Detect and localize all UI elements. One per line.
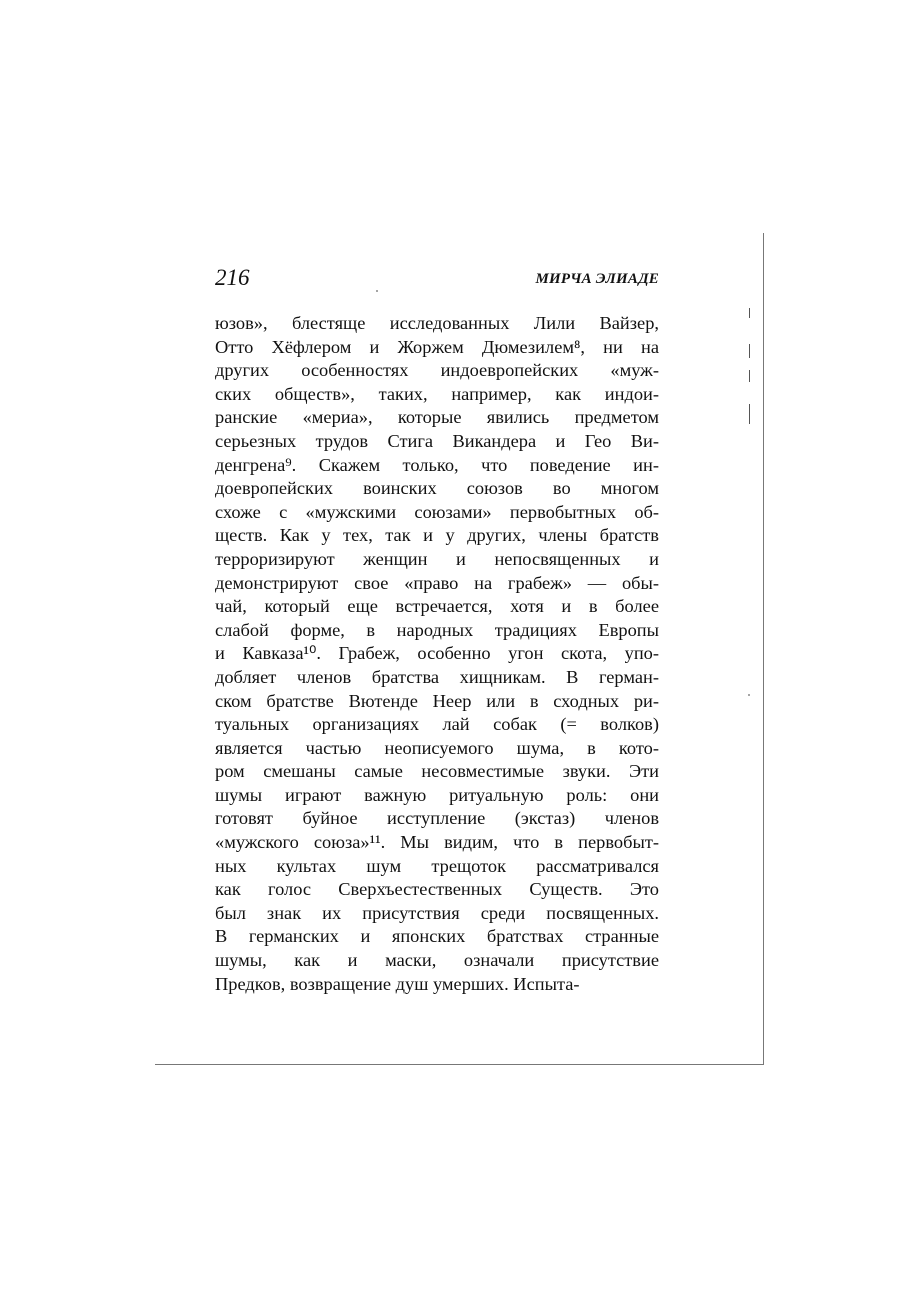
body-text (215, 312, 659, 996)
page-edge-right (763, 233, 764, 1065)
text-line: Отто Хёфлером и Жоржем Дюмезилем⁸, ни на (215, 336, 659, 357)
text-line: В германских и японских братствах странные (215, 926, 659, 947)
text-line: ранские «мериа», которые явились предметом (215, 407, 659, 428)
scan-speck (748, 694, 750, 696)
running-head (215, 265, 659, 291)
margin-mark-segment (749, 404, 750, 424)
margin-mark-segment (749, 344, 750, 358)
text-line: является частью неописуемого шума, в кото- (215, 737, 659, 758)
text-line: чай, который еще встречается, хотя и в более (215, 596, 659, 617)
text-line: шумы играют важную ритуальную роль: они (215, 784, 659, 805)
text-line: юзов», блестяще исследованных Лили Вайзер, (215, 313, 659, 333)
page-number: 216 (215, 265, 250, 290)
text-line: ных культах шум трещоток рассматривался (215, 855, 659, 876)
text-line: и Кавказа¹⁰. Грабеж, особенно угон скота, упо- (215, 643, 659, 664)
text-line: как голос Сверхъестественных Существ. Это (215, 879, 659, 900)
text-line: ществ. Как у тех, так и у других, члены братств (215, 525, 659, 546)
text-line: доевропейских воинских союзов во многом (215, 478, 659, 499)
text-line: шумы, как и маски, означали присутствие (215, 950, 659, 971)
text-line: слабой форме, в народных традициях Европы (215, 619, 659, 640)
text-line: Предков, возвращение душ умерших. Испыта- (215, 973, 580, 994)
text-line: готовят буйное исступление (экстаз) членов (215, 808, 659, 829)
text-line: ром смешаны самые несовместимые звуки. Эти (215, 761, 659, 782)
text-line: добляет членов братства хищникам. В герман- (215, 666, 659, 687)
text-line: был знак их присутствия среди посвященных. (215, 902, 659, 923)
text-line: ских обществ», таких, например, как индои- (215, 383, 659, 404)
text-line: туальных организациях лай собак (= волков) (215, 714, 659, 735)
margin-mark-segment (749, 370, 750, 382)
text-line: демонстрируют свое «право на грабеж» — обы- (215, 572, 659, 593)
text-line: ском братстве Вютенде Неер или в сходных ри- (215, 690, 659, 711)
text-line: схоже с «мужскими союзами» первобытных об- (215, 501, 659, 522)
text-line: серьезных трудов Стига Викандера и Гео Ви- (215, 430, 659, 451)
text-line: денгрена⁹. Скажем только, что поведение ин- (215, 454, 659, 475)
margin-mark-segment (749, 308, 750, 318)
text-line: терроризируют женщин и непосвященных и (215, 548, 659, 569)
text-line: других особенностях индоевропейских «муж- (215, 360, 659, 381)
text-line: «мужского союза»¹¹. Мы видим, что в первобыт- (215, 832, 659, 853)
running-head-author: МИРЧА ЭЛИАДЕ (535, 271, 659, 287)
page-edge-bottom (155, 1064, 764, 1065)
margin-pencil-mark (748, 308, 752, 426)
